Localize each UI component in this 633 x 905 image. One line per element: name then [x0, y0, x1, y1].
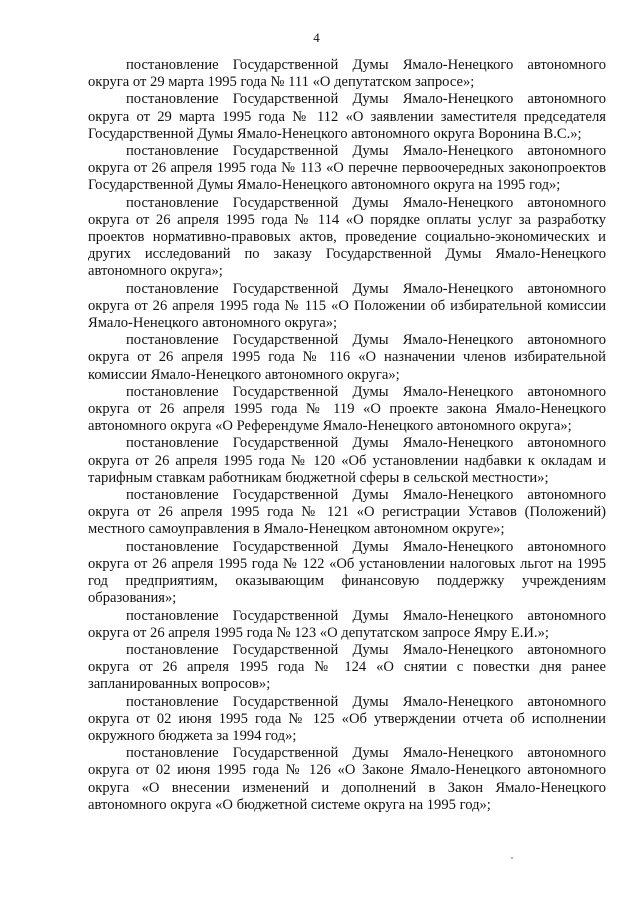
list-item: постановление Государственной Думы Ямало-Ненецкого автономного округа от 26 апреля 1995 года № 116 «О назначении членов избирательной комиссии Ямало-Ненецкого автономного округа»; — [88, 332, 606, 383]
list-item: постановление Государственной Думы Ямало-Ненецкого автономного округа от 26 апреля 1995 года № 119 «О проекте закона Ямало-Ненецкого автономного округа «О Референдуме Ямало-Ненецкого автономного округа»; — [88, 383, 606, 435]
list-item: постановление Государственной Думы Ямало-Ненецкого автономного округа от 26 апреля 1995 года № 124 «О снятии с повестки дня ранее запланированных вопросов»; — [88, 641, 606, 693]
list-item: постановление Государственной Думы Ямало-Ненецкого автономного округа от 29 марта 1995 года № 112 «О заявлении заместителя председателя Государственной Думы Ямало-Ненецкого автономного округа Воронина В.С.»; — [88, 91, 606, 142]
list-item: постановление Государственной Думы Ямало-Ненецкого автономного округа от 26 апреля 1995 года № 114 «О порядке оплаты услуг за разработку проектов нормативно-правовых актов, проведение социально-экономических и других исследований по заказу Государственной Думы Ямало-Ненецкого автономного округа»; — [88, 194, 606, 280]
list-item: постановление Государственной Думы Ямало-Ненецкого автономного округа от 02 июня 1995 года № 126 «О Законе Ямало-Ненецкого автономного округа «О внесении изменений и дополнений в Закон Ямало-Ненецкого автономного округа «О бюджетной системе округа на 1995 год»; — [88, 745, 606, 813]
list-item: постановление Государственной Думы Ямало-Ненецкого автономного округа от 26 апреля 1995 года № 115 «О Положении об избирательной комиссии Ямало-Ненецкого автономного округа»; — [88, 280, 606, 332]
list-item: постановление Государственной Думы Ямало-Ненецкого автономного округа от 29 марта 1995 года № 111 «О депутатском запросе»; — [88, 57, 606, 91]
scan-speck — [511, 857, 513, 859]
list-item: постановление Государственной Думы Ямало-Ненецкого автономного округа от 26 апреля 1995 года № 123 «О депутатском запросе Ямру Е.И.»; — [88, 607, 606, 641]
list-item: постановление Государственной Думы Ямало-Ненецкого автономного округа от 02 июня 1995 года № 125 «Об утверждении отчета об исполнении окружного бюджета за 1994 год»; — [88, 693, 606, 744]
list-item: постановление Государственной Думы Ямало-Ненецкого автономного округа от 26 апреля 1995 года № 121 «О регистрации Уставов (Положений) местного самоуправления в Ямало-Ненецком автономном округе»; — [88, 487, 606, 538]
page-number: 4 — [313, 30, 320, 45]
resolutions-list — [88, 57, 606, 814]
list-item: постановление Государственной Думы Ямало-Ненецкого автономного округа от 26 апреля 1995 года № 113 «О перечне первоочередных законопроектов Государственной Думы Ямало-Ненецкого автономного округа на 1995 год»; — [88, 143, 606, 194]
list-item: постановление Государственной Думы Ямало-Ненецкого автономного округа от 26 апреля 1995 года № 120 «Об установлении надбавки к окладам и тарифным ставкам работникам бюджетной сферы в сельской местности»; — [88, 435, 606, 486]
list-item: постановление Государственной Думы Ямало-Ненецкого автономного округа от 26 апреля 1995 года № 122 «Об установлении налоговых льгот на 1995 год предприятиям, оказывающим финансовую поддержку учреждениям образования»; — [88, 538, 606, 607]
